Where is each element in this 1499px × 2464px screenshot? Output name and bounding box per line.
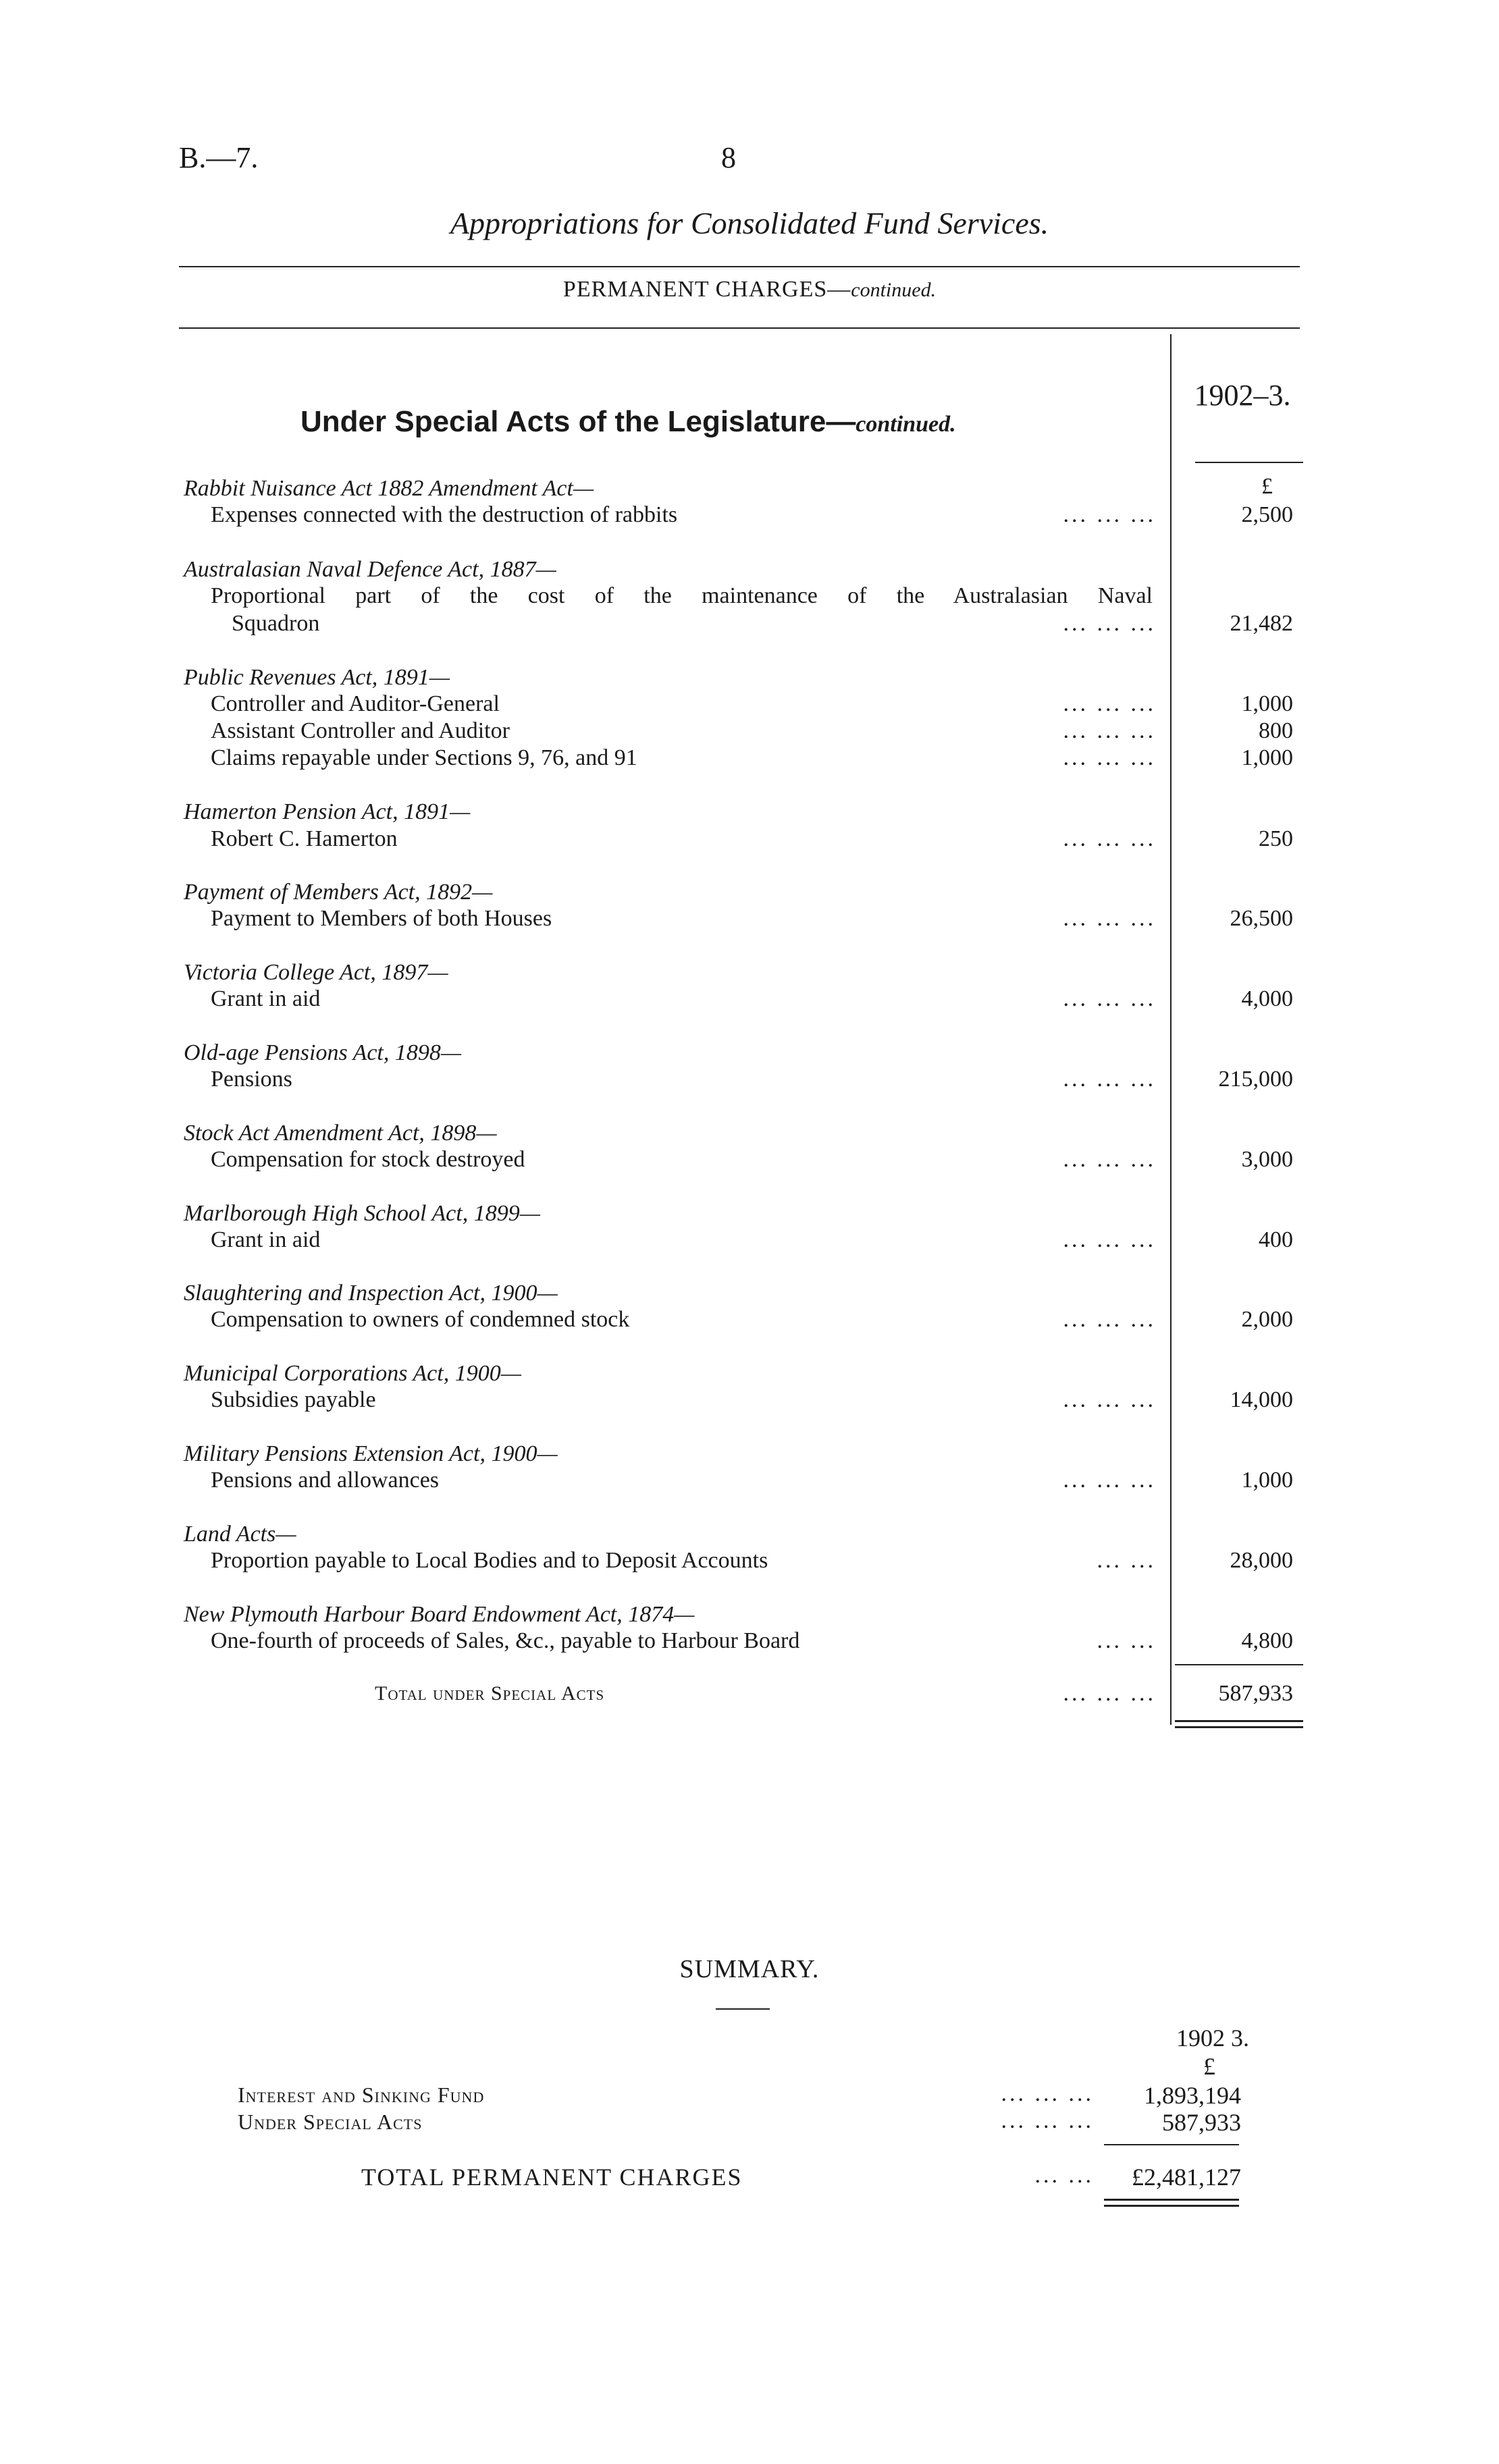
section-subtitle bbox=[0, 277, 1499, 302]
act-title: Municipal Corporations Act, 1900— bbox=[184, 1361, 521, 1386]
leader-dots: ... ... ... bbox=[1063, 1307, 1156, 1332]
line-item-text: Controller and Auditor-General bbox=[211, 691, 500, 716]
year-column-header: 1902–3. bbox=[1194, 379, 1291, 412]
line-item bbox=[211, 1227, 1156, 1253]
leader-dots: ... ... ... bbox=[1063, 611, 1156, 636]
leader-dots: ... ... bbox=[1097, 1628, 1156, 1653]
line-amount: 2,500 bbox=[1241, 502, 1293, 527]
leader-dots: ... ... ... bbox=[1063, 1147, 1156, 1172]
leader-dots: ... ... ... bbox=[1063, 1067, 1156, 1092]
line-amount: 1,000 bbox=[1241, 745, 1293, 770]
grand-total-double-rule bbox=[1104, 2205, 1239, 2207]
leader-dots: ... ... ... bbox=[1063, 691, 1156, 716]
summary-amount: 1,893,194 bbox=[1144, 2082, 1241, 2109]
line-amount: 1,000 bbox=[1241, 691, 1293, 716]
line-item-text: Claims repayable under Sections 9, 76, and 91 bbox=[211, 745, 637, 770]
line-amount: 800 bbox=[1259, 718, 1293, 743]
page-title: Appropriations for Consolidated Fund Services. bbox=[450, 206, 1049, 240]
line-item-text: Pensions and allowances bbox=[211, 1468, 440, 1493]
leader-dots: ... ... ... bbox=[1063, 502, 1156, 527]
line-item bbox=[211, 1548, 1156, 1574]
line-item bbox=[211, 986, 1156, 1012]
leader-dots: ... ... ... bbox=[1063, 718, 1156, 743]
total-double-rule bbox=[1175, 1726, 1303, 1728]
act-title: Stock Act Amendment Act, 1898— bbox=[184, 1121, 497, 1146]
line-amount: 215,000 bbox=[1218, 1067, 1293, 1092]
line-item-text: Grant in aid bbox=[211, 1227, 321, 1252]
line-item bbox=[211, 826, 1156, 852]
act-title: Military Pensions Extension Act, 1900— bbox=[184, 1441, 558, 1466]
leader-dots: ... ... ... bbox=[1063, 1227, 1156, 1252]
line-item-text: Squadron bbox=[232, 611, 320, 636]
line-item-text: Payment to Members of both Houses bbox=[211, 906, 552, 931]
line-amount: 2,000 bbox=[1241, 1307, 1293, 1332]
act-title: Hamerton Pension Act, 1891— bbox=[184, 799, 471, 824]
act-title: Victoria College Act, 1897— bbox=[184, 960, 448, 985]
leader-dots: ... ... ... bbox=[1063, 1681, 1156, 1706]
line-amount: 4,800 bbox=[1241, 1628, 1293, 1653]
act-title: Land Acts— bbox=[184, 1522, 296, 1547]
leader-dots: ... ... ... bbox=[1063, 906, 1156, 931]
column-divider bbox=[1170, 334, 1172, 1725]
heading-main: Under Special Acts of the Legislature— bbox=[300, 405, 856, 438]
total-amount: 587,933 bbox=[1218, 1681, 1293, 1706]
line-item bbox=[211, 1628, 1156, 1654]
line-item-text: Assistant Controller and Auditor bbox=[211, 718, 510, 743]
subtitle-main: PERMANENT CHARGES— bbox=[562, 277, 851, 302]
act-title: Rabbit Nuisance Act 1882 Amendment Act— bbox=[184, 476, 594, 501]
line-item bbox=[211, 502, 1156, 528]
subtotal-rule bbox=[1175, 1664, 1303, 1665]
summary-year: 1902 3. bbox=[1176, 2025, 1249, 2052]
line-amount: 28,000 bbox=[1230, 1548, 1293, 1573]
leader-dots: ... ... ... bbox=[1063, 826, 1156, 851]
line-item-text: Compensation for stock destroyed bbox=[211, 1147, 525, 1172]
act-title: Public Revenues Act, 1891— bbox=[184, 665, 450, 690]
line-item-text: Expenses connected with the destruction of rabbits bbox=[211, 502, 678, 527]
line-item-text: Proportional part of the cost of the maintenance of the Australasian Naval bbox=[211, 583, 1153, 608]
summary-label: Under Special Acts bbox=[238, 2110, 423, 2134]
line-item bbox=[211, 1307, 1156, 1333]
summary-title: SUMMARY. bbox=[679, 1955, 820, 1983]
grand-total-double-rule bbox=[1104, 2199, 1239, 2201]
page-number: 8 bbox=[721, 141, 736, 174]
currency-symbol: £ bbox=[1261, 474, 1273, 499]
line-item-text: Proportion payable to Local Bodies and to Deposit Accounts bbox=[211, 1548, 768, 1573]
heading-italic: continued. bbox=[856, 412, 956, 437]
summary-subtotal-rule bbox=[1104, 2144, 1239, 2145]
table-heading bbox=[300, 405, 956, 439]
line-item bbox=[232, 611, 1156, 637]
currency-symbol: £ bbox=[1203, 2053, 1215, 2080]
total-double-rule bbox=[1175, 1720, 1303, 1722]
leader-dots: ... ... ... bbox=[1063, 745, 1156, 770]
leader-dots: ... ... bbox=[1097, 1548, 1156, 1573]
document-reference: B.—7. bbox=[179, 141, 259, 174]
year-header-rule bbox=[1195, 462, 1303, 463]
line-item bbox=[211, 745, 1156, 771]
line-amount: 26,500 bbox=[1230, 906, 1293, 931]
line-item bbox=[211, 718, 1156, 744]
line-item-text: Robert C. Hamerton bbox=[211, 826, 398, 851]
leader-dots: ... ... ... bbox=[1063, 986, 1156, 1011]
leader-dots: ... ... ... bbox=[1001, 2081, 1094, 2106]
summary-label: Interest and Sinking Fund bbox=[238, 2083, 485, 2107]
line-item bbox=[211, 906, 1156, 932]
title-rule bbox=[179, 266, 1300, 267]
line-item bbox=[211, 1468, 1156, 1493]
line-amount: 1,000 bbox=[1241, 1468, 1293, 1493]
act-title: New Plymouth Harbour Board Endowment Act, 1874— bbox=[184, 1602, 695, 1627]
line-item-text: One-fourth of proceeds of Sales, &c., payable to Harbour Board bbox=[211, 1628, 800, 1653]
line-item-text: Pensions bbox=[211, 1067, 292, 1092]
leader-dots: ... ... ... bbox=[1001, 2108, 1094, 2133]
line-amount: 250 bbox=[1259, 826, 1293, 851]
line-amount: 21,482 bbox=[1230, 611, 1293, 636]
total-label: Total under Special Acts bbox=[375, 1682, 605, 1705]
subtitle-italic: continued. bbox=[851, 279, 937, 301]
line-amount: 400 bbox=[1259, 1227, 1293, 1252]
line-amount: 3,000 bbox=[1241, 1147, 1293, 1172]
summary-amount: 587,933 bbox=[1162, 2109, 1241, 2136]
line-amount: 4,000 bbox=[1241, 986, 1293, 1011]
line-item-text: Subsidies payable bbox=[211, 1387, 376, 1412]
line-item-text: Grant in aid bbox=[211, 986, 321, 1011]
line-item bbox=[211, 1387, 1156, 1413]
act-title: Old-age Pensions Act, 1898— bbox=[184, 1040, 462, 1065]
line-amount: 14,000 bbox=[1230, 1387, 1293, 1412]
line-item bbox=[211, 1147, 1156, 1173]
summary-rule bbox=[716, 2008, 770, 2010]
subtitle-rule bbox=[179, 327, 1300, 329]
act-title: Payment of Members Act, 1892— bbox=[184, 880, 493, 905]
line-item bbox=[211, 691, 1156, 717]
grand-total-amount: £2,481,127 bbox=[1132, 2164, 1241, 2191]
leader-dots: ... ... bbox=[1034, 2163, 1094, 2188]
grand-total-label: TOTAL PERMANENT CHARGES bbox=[361, 2164, 743, 2191]
leader-dots: ... ... ... bbox=[1063, 1468, 1156, 1493]
act-title: Marlborough High School Act, 1899— bbox=[184, 1201, 540, 1226]
act-title: Australasian Naval Defence Act, 1887— bbox=[184, 557, 556, 582]
line-item bbox=[211, 1067, 1156, 1092]
leader-dots: ... ... ... bbox=[1063, 1387, 1156, 1412]
line-item bbox=[211, 583, 1153, 609]
line-item-text: Compensation to owners of condemned stock bbox=[211, 1307, 630, 1332]
act-title: Slaughtering and Inspection Act, 1900— bbox=[184, 1281, 558, 1306]
